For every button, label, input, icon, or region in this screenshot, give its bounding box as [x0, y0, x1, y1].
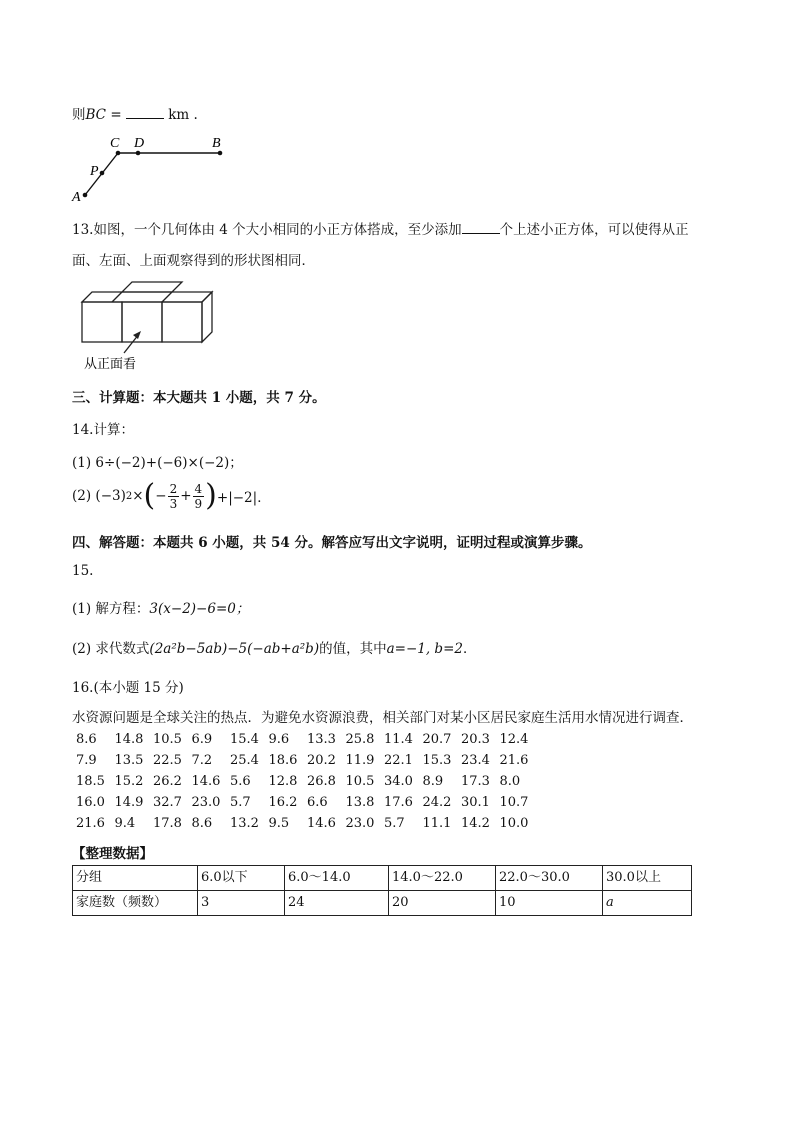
q16-intro: 水资源问题是全球关注的热点．为避免水资源浪费，相关部门对某小区居民家庭生活用水情况进行调查．: [72, 710, 693, 726]
q13-line2: 面、左面、上面观察得到的形状图相同．: [72, 253, 315, 269]
data-cell: 23.0: [345, 816, 375, 831]
data-cell: 17.6: [384, 795, 413, 810]
data-cell: 10.5: [153, 732, 182, 747]
data-cell: 5.7: [384, 816, 405, 831]
q15-p2-end: ．: [462, 641, 477, 657]
data-cell: 16.2: [268, 795, 298, 810]
q12-lead: 则: [72, 107, 86, 123]
q14-p1-label: (1): [72, 455, 92, 471]
data-cell: 5.7: [230, 795, 251, 810]
data-cell: 14.6: [191, 774, 221, 789]
data-cell: 8.9: [422, 774, 444, 789]
q14-p2-exp: 2: [125, 490, 133, 502]
q15-p2-mid: 的值，其中: [319, 641, 387, 657]
point-c: [116, 151, 121, 156]
point-d: [136, 151, 141, 156]
section4-text-c: 分。解答应写出文字说明，证明过程或演算步骤。: [289, 535, 592, 551]
data-row-1: [76, 732, 538, 747]
section4-num2: 54: [271, 535, 290, 551]
data-cell: 13.5: [114, 753, 144, 768]
label-d: D: [134, 136, 145, 151]
q15-p1-expr: 3(x−2)−6=0；: [149, 601, 250, 617]
q12-blank[interactable]: [126, 106, 164, 119]
data-cell: 18.5: [76, 774, 105, 789]
data-row-3: [76, 774, 538, 789]
table-cell: 24: [285, 891, 389, 916]
data-cell: 6.6: [307, 795, 328, 810]
data-row-2: [76, 753, 538, 768]
data-cell: 24.2: [422, 795, 452, 810]
data-cell: 21.6: [499, 753, 529, 768]
q12-end: .: [193, 107, 198, 123]
point-b: [218, 151, 223, 156]
data-cell: 8.6: [191, 816, 213, 831]
data-cell: 25.4: [230, 753, 259, 768]
data-cell: 12.4: [499, 732, 529, 747]
data-cell: 8.0: [499, 774, 521, 789]
q14-plus: +: [180, 488, 192, 504]
table-cell: a: [603, 891, 692, 916]
data-cell: 9.4: [114, 816, 136, 831]
data-cell: 21.6: [76, 816, 105, 831]
section3-text-a: 三、计算题：本大题共: [72, 390, 212, 406]
q14-f1-den: 3: [169, 496, 178, 511]
data-cell: 11.1: [422, 816, 452, 831]
section3-text-b: 小题，共: [221, 390, 285, 406]
q15-p2-cond: a=−1, b=2: [386, 641, 463, 657]
q14-minus: −: [155, 488, 167, 504]
q13-text-a: 13.如图，一个几何体由 4 个大小相同的小正方体搭成，至少添加: [72, 222, 462, 238]
section4-heading: [72, 531, 592, 551]
data-cell: 20.7: [422, 732, 452, 747]
q14-f2-num: 4: [194, 481, 203, 496]
q14-p2-label: (2): [72, 488, 92, 504]
section3-heading: [72, 386, 326, 406]
table-cell: 10: [496, 891, 603, 916]
data-cell: 10.5: [345, 774, 375, 789]
table-cell: 分组: [73, 866, 198, 891]
data-cell: 16.0: [76, 795, 105, 810]
data-cell: 22.1: [384, 753, 413, 768]
point-p: [100, 171, 105, 176]
q14-p2-tail: +|−2|．: [216, 490, 271, 506]
q13-cube-figure: [72, 274, 232, 374]
table-cell: 家庭数（频数）: [73, 891, 198, 916]
data-cell: 6.9: [191, 732, 213, 747]
data-cell: 14.2: [461, 816, 490, 831]
data-cell: 11.4: [384, 732, 413, 747]
q14-part1: [72, 451, 243, 471]
table-cell: 20: [389, 891, 496, 916]
q14-part2: [72, 478, 271, 513]
data-cell: 14.8: [114, 732, 144, 747]
data-cell: 7.9: [76, 753, 97, 768]
point-a: [83, 193, 88, 198]
data-cell: 26.8: [307, 774, 336, 789]
q14-p2-base: (−3): [95, 488, 126, 504]
section3-num2: 7: [284, 390, 294, 406]
q14-fraction-2: [193, 482, 205, 511]
section4-text-b: 小题，共: [207, 535, 272, 551]
table-row: [73, 891, 692, 916]
data-cell: 13.3: [307, 732, 336, 747]
data-cell: 10.7: [499, 795, 529, 810]
data-cell: 15.2: [114, 774, 144, 789]
data-cell: 34.0: [384, 774, 413, 789]
data-cell: 17.3: [461, 774, 490, 789]
table-header-row: [73, 866, 692, 891]
q14-right-paren: ): [205, 478, 217, 513]
q12-bc: BC: [85, 107, 107, 123]
q14-left-paren: (: [143, 478, 156, 513]
data-cell: 26.2: [153, 774, 182, 789]
data-cell: 14.9: [114, 795, 144, 810]
q16-title: 16.(本小题 15 分): [72, 680, 184, 696]
data-row-4: [76, 795, 538, 810]
q15-part1: [72, 597, 249, 617]
data-cell: 15.3: [422, 753, 452, 768]
data-cell: 22.5: [153, 753, 182, 768]
q12-unit: km: [168, 107, 190, 123]
data-cell: 18.6: [268, 753, 298, 768]
data-cell: 5.6: [230, 774, 251, 789]
data-cell: 13.8: [345, 795, 375, 810]
data-cell: 17.8: [153, 816, 182, 831]
q14-title: 14.计算：: [72, 422, 134, 438]
frequency-table: [72, 865, 692, 916]
q15-p1-label: (1) 解方程：: [72, 601, 150, 617]
q14-f1-num: 2: [169, 481, 178, 496]
data-cell: 23.4: [461, 753, 490, 768]
data-cell: 14.6: [307, 816, 336, 831]
q13-text-b: 个上述小正方体，可以使得从正: [499, 222, 689, 238]
q13-figure-label: 从正面看: [84, 357, 137, 372]
section4-text-a: 四、解答题：本题共: [72, 535, 199, 551]
data-cell: 20.2: [307, 753, 336, 768]
data-cell: 32.7: [153, 795, 182, 810]
q15-p2-label: (2) 求代数式: [72, 641, 150, 657]
data-cell: 10.0: [499, 816, 529, 831]
q15-part2: [72, 637, 476, 657]
label-c: C: [110, 136, 120, 151]
data-cell: 9.5: [268, 816, 290, 831]
data-cell: 7.2: [191, 753, 213, 768]
label-p: P: [90, 164, 99, 179]
section4-num1: 6: [198, 535, 208, 551]
q14-fraction-1: [168, 482, 180, 511]
data-cell: 13.2: [230, 816, 259, 831]
section3-num1: 1: [211, 390, 222, 406]
q13-line1: [72, 218, 689, 238]
label-b: B: [212, 136, 221, 151]
q14-f2-den: 9: [194, 496, 203, 511]
data-cell: 25.8: [345, 732, 375, 747]
q14-p2-times: ×: [132, 488, 144, 504]
label-a: A: [72, 190, 81, 203]
q14-p1-expr: 6÷(−2)+(−6)×(−2)；: [95, 455, 243, 471]
q12-answer-line: [72, 103, 198, 123]
table-cell: 3: [198, 891, 285, 916]
q15-title: 15.: [72, 563, 94, 579]
q12-segment-figure: [70, 133, 240, 203]
q12-equals: =: [110, 107, 122, 123]
data-row-5: [76, 816, 538, 831]
data-cell: 15.4: [230, 732, 259, 747]
data-cell: 9.6: [268, 732, 290, 747]
table-cell: 6.0以下: [198, 866, 285, 891]
q15-p2-expr: (2a²b−5ab)−5(−ab+a²b): [149, 641, 320, 657]
data-cell: 20.3: [461, 732, 490, 747]
table-cell: 22.0～30.0: [496, 866, 603, 891]
q13-blank[interactable]: [462, 221, 500, 234]
data-cell: 11.9: [345, 753, 375, 768]
data-cell: 23.0: [191, 795, 221, 810]
data-cell: 8.6: [76, 732, 97, 747]
data-cell: 30.1: [461, 795, 490, 810]
table-cell: 6.0～14.0: [285, 866, 389, 891]
table-cell: 14.0～22.0: [389, 866, 496, 891]
table-cell: 30.0以上: [603, 866, 692, 891]
data-cell: 12.8: [268, 774, 298, 789]
section3-text-c: 分。: [293, 390, 326, 406]
q16-section-title: 【整理数据】: [72, 846, 153, 862]
